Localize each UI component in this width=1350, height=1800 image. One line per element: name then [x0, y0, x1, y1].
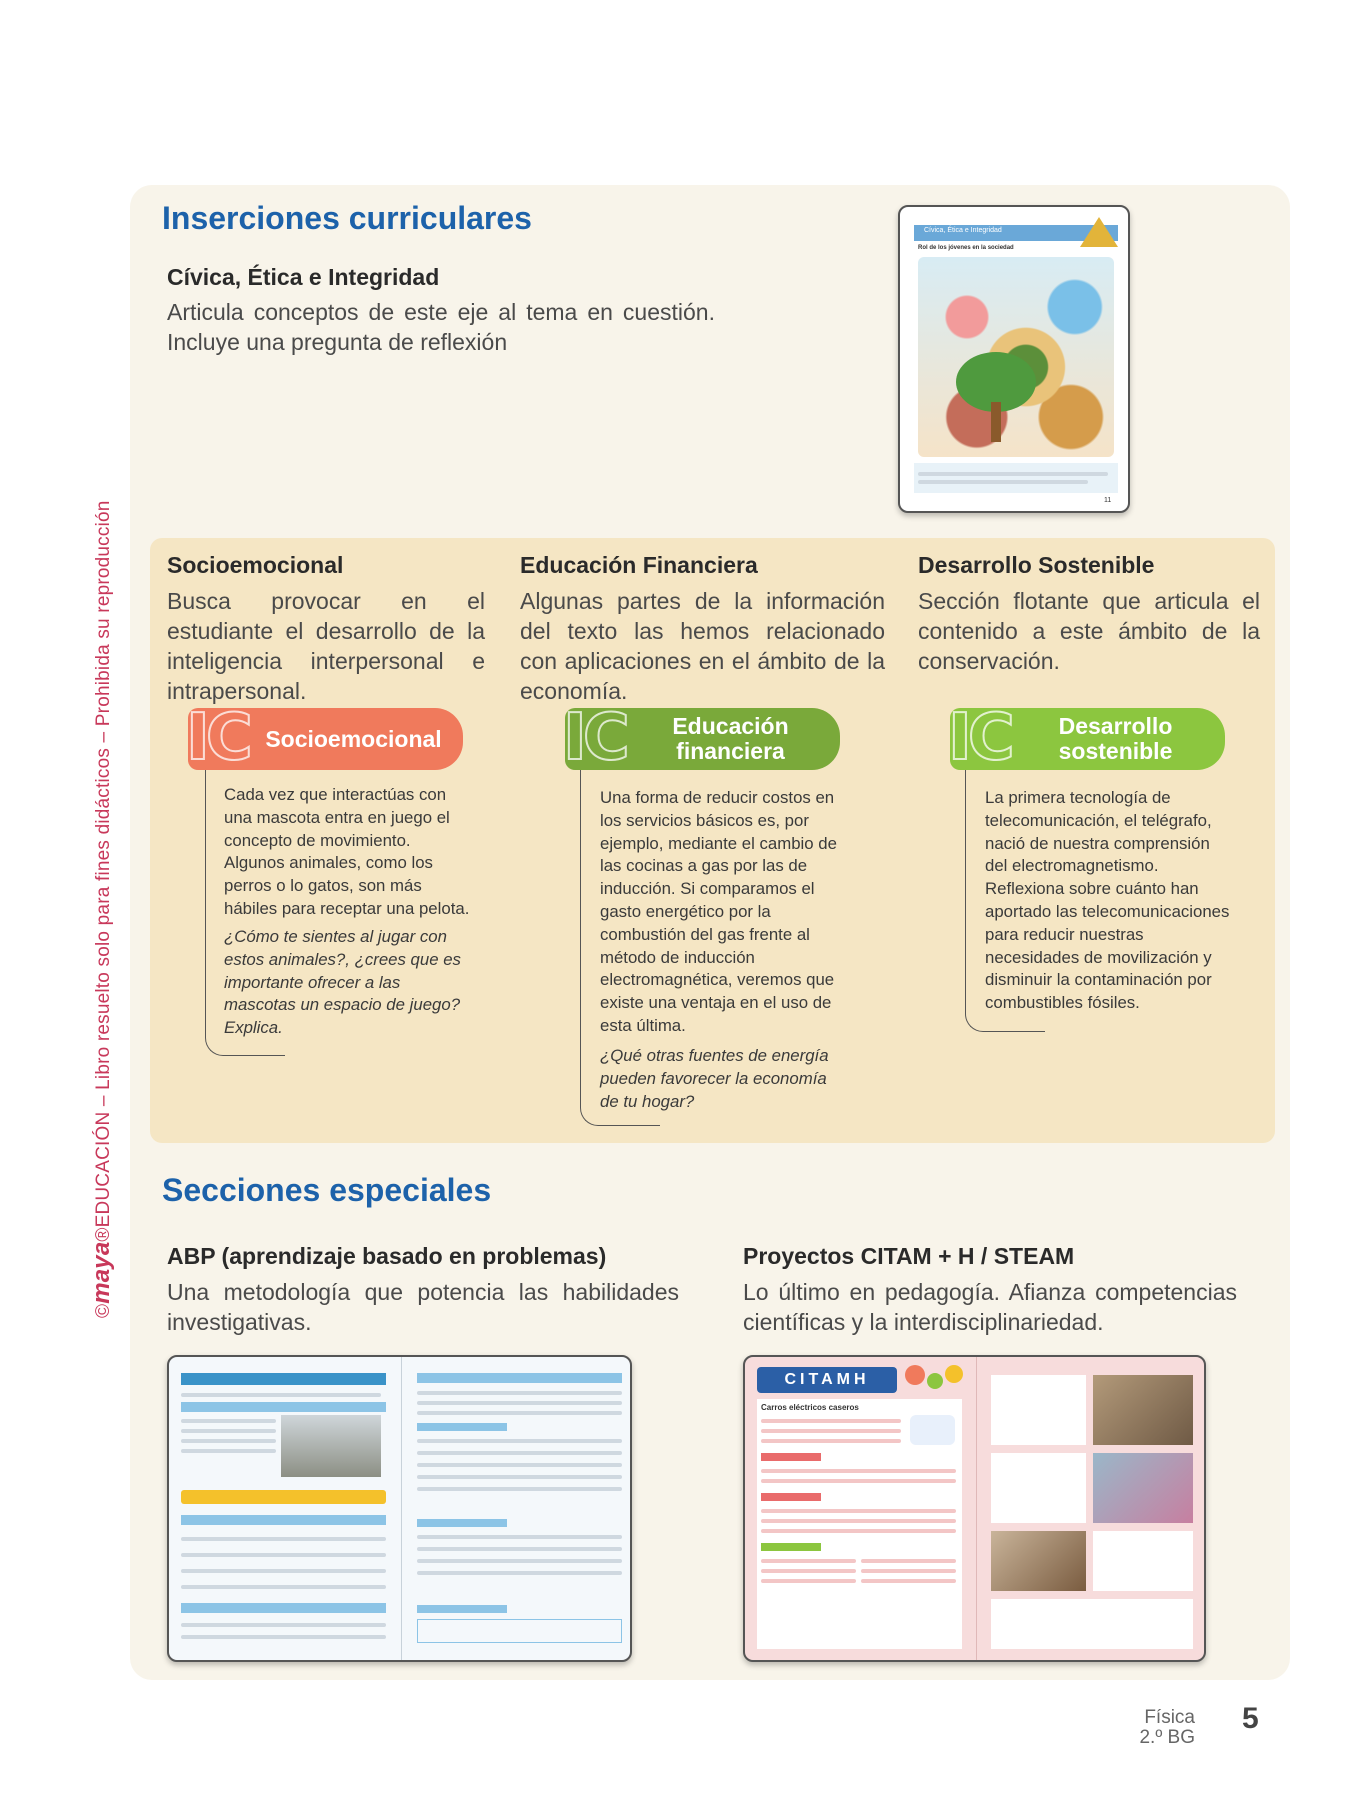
citam-section-bar: [761, 1453, 821, 1461]
subject-name: Física: [1144, 1707, 1195, 1728]
thumb-subtitle: Rol de los jóvenes en la sociedad: [918, 245, 1014, 251]
thumb-header-text: Cívica, Ética e Integridad: [924, 227, 1002, 234]
financiera-ic-icon: IC: [563, 701, 626, 775]
abp-header-bar: [181, 1373, 386, 1385]
sostenible-title: Desarrollo Sostenible: [918, 552, 1155, 578]
page-number: 5: [1242, 1702, 1259, 1735]
abp-line: [417, 1401, 622, 1405]
abp-line: [417, 1535, 622, 1539]
citam-line: [761, 1479, 956, 1483]
citam-description: Lo último en pedagogía. Afianza competencias científicas y la interdisciplinariedad.: [743, 1279, 1237, 1335]
citam-line: [761, 1509, 956, 1513]
citam-line: [761, 1519, 956, 1523]
spread-gutter: [976, 1357, 977, 1660]
financiera-tag-label: Educación financiera: [672, 713, 789, 764]
citam-line: [761, 1439, 901, 1443]
financiera-description: Algunas partes de la información del texto las hemos relacionado con aplicaciones en el ámbito de la economía.: [520, 588, 885, 704]
abp-line: [417, 1391, 622, 1395]
abp-subheader: [417, 1519, 507, 1527]
socio-card-question: ¿Cómo te sientes al jugar con estos animales?, ¿crees que es importante ofrecer a las mascotas un espacio de juego? Explica.: [224, 927, 461, 1038]
abp-line: [181, 1553, 386, 1557]
citam-text-block: [1093, 1531, 1193, 1591]
civica-page-thumbnail: [898, 205, 1130, 513]
citam-line: [761, 1569, 856, 1573]
citam-bubble: [905, 1365, 925, 1385]
copyright-mark: ©: [93, 1303, 114, 1318]
abp-line: [181, 1439, 276, 1443]
abp-line: [181, 1569, 386, 1573]
citam-line: [861, 1559, 956, 1563]
abp-line: [417, 1451, 622, 1455]
thumb-footer-box: [914, 463, 1118, 493]
citam-line: [861, 1569, 956, 1573]
citam-badge: [910, 1415, 955, 1445]
spread-gutter: [401, 1357, 402, 1660]
abp-line: [181, 1393, 381, 1397]
sostenible-ic-icon: IC: [948, 701, 1011, 775]
registered-mark: ®: [93, 1227, 114, 1242]
abp-line: [417, 1571, 622, 1575]
abp-subheader: [181, 1515, 386, 1525]
financiera-title: Educación Financiera: [520, 552, 758, 578]
abp-line: [181, 1537, 386, 1541]
civica-description: Articula conceptos de este eje al tema en cuestión. Incluye una pregunta de reflexión: [167, 299, 715, 355]
abp-line: [181, 1585, 386, 1589]
citam-bubble: [945, 1365, 963, 1383]
citam-line: [761, 1559, 856, 1563]
citam-bubble: [927, 1373, 943, 1389]
abp-subheader: [181, 1603, 386, 1613]
abp-subheader: [417, 1423, 507, 1431]
socio-title: Socioemocional: [167, 552, 344, 578]
vertical-copyright: [88, 500, 116, 1318]
financiera-card-text: Una forma de reducir costos en los servicios básicos es, por ejemplo, mediante el cambio de las cocinas a gas por las de inducción. Si comparamos el gasto energético por la combustión del gas frente al método de inducción electromagnética, veremos que existe una ventaja en el uso de esta última.: [600, 788, 837, 1035]
citam-spread-thumbnail: [743, 1355, 1206, 1662]
financiera-card-question: ¿Qué otras fuentes de energía pueden favorecer la economía de tu hogar?: [600, 1046, 829, 1111]
abp-spread-thumbnail: [167, 1355, 632, 1662]
inserciones-title: Inserciones curriculares: [162, 200, 532, 236]
thumb-line: [918, 472, 1108, 476]
citam-subtitle: Carros eléctricos caseros: [761, 1403, 859, 1412]
abp-line: [417, 1463, 622, 1467]
abp-subheader: [181, 1402, 386, 1412]
citam-photo: [1093, 1453, 1193, 1523]
citam-text-block: [991, 1599, 1193, 1649]
socio-ic-icon: IC: [186, 701, 249, 775]
abp-line: [181, 1419, 276, 1423]
abp-line: [181, 1429, 276, 1433]
citam-line: [761, 1429, 901, 1433]
abp-title: ABP (aprendizaje basado en problemas): [167, 1243, 607, 1269]
abp-line: [181, 1449, 276, 1453]
abp-subheader: [417, 1605, 507, 1613]
brand-logo: maya: [88, 1241, 115, 1304]
abp-line: [181, 1623, 386, 1627]
abp-line: [417, 1475, 622, 1479]
sostenible-card-text: La primera tecnología de telecomunicación, el telégrafo, nació de nuestra comprensión del electromagnetismo. Reflexiona sobre cuánto han aportado las telecomunicaciones para reducir nuestras necesidades de movilización y disminuir la contaminación por combustibles fósiles.: [985, 788, 1230, 1013]
thumb-tree-trunk: [991, 402, 1001, 442]
citam-section-bar: [761, 1543, 821, 1551]
citam-line: [761, 1469, 956, 1473]
abp-line: [417, 1411, 622, 1415]
abp-subheader: [417, 1373, 622, 1383]
grade-level: 2.º BG: [1139, 1727, 1195, 1748]
abp-line: [417, 1547, 622, 1551]
socio-card-text: Cada vez que interactúas con una mascota entra en juego el concepto de movimiento. Algunos animales, como los perros o lo gatos, son más hábiles para receptar una pelota.: [224, 785, 470, 918]
citam-photo: [991, 1531, 1086, 1591]
sostenible-tag-label: Desarrollo sostenible: [1058, 713, 1173, 764]
citam-photo: [1093, 1375, 1193, 1445]
thumb-line: [918, 480, 1088, 484]
socio-description: Busca provocar en el estudiante el desarrollo de la inteligencia interpersonal e intrapersonal.: [167, 588, 485, 704]
citam-line: [761, 1579, 856, 1583]
abp-problem-highlight: [181, 1490, 386, 1504]
especiales-title: Secciones especiales: [162, 1172, 492, 1208]
abp-line: [417, 1559, 622, 1563]
abp-description: Una metodología que potencia las habilidades investigativas.: [167, 1279, 679, 1335]
abp-line: [417, 1439, 622, 1443]
citam-line: [761, 1529, 956, 1533]
abp-line: [417, 1487, 622, 1491]
citam-line: [861, 1579, 956, 1583]
copyright-notice: EDUCACIÓN – Libro resuelto solo para fines didácticos – Prohibida su reproducción: [93, 500, 114, 1228]
citam-title: Proyectos CITAM + H / STEAM: [743, 1243, 1075, 1269]
socio-tag-label: Socioemocional: [265, 725, 442, 752]
abp-line: [181, 1635, 386, 1639]
citam-line: [761, 1419, 901, 1423]
thumb-page-number: 11: [1104, 497, 1112, 504]
footer-subject: [1139, 1708, 1195, 1748]
civica-title: Cívica, Ética e Integridad: [167, 264, 440, 290]
abp-photo: [281, 1415, 381, 1477]
citam-text-block: [991, 1453, 1086, 1523]
abp-answer-box: [417, 1619, 622, 1643]
citam-section-bar: [761, 1493, 821, 1501]
sostenible-description: Sección flotante que articula el contenido a este ámbito de la conservación.: [918, 588, 1260, 674]
citam-logo: CITAMH: [757, 1367, 897, 1393]
citam-text-block: [991, 1375, 1086, 1445]
